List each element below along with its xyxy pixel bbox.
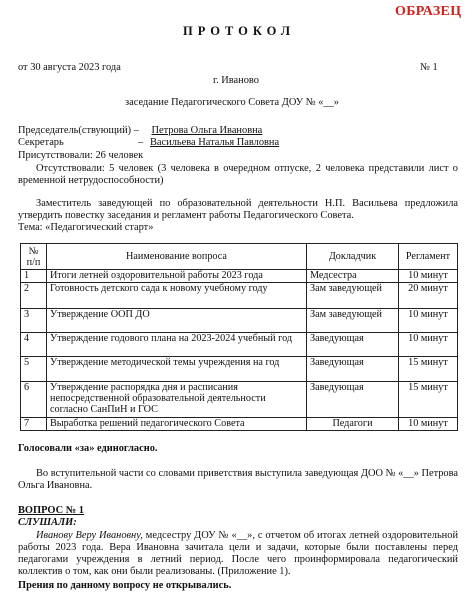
debate-note: Прения по данному вопросу не открывались.	[18, 580, 232, 591]
speaker-name: Иванову Веру Ивановну,	[36, 530, 143, 541]
chair-name: Петрова Ольга Ивановна	[151, 125, 263, 136]
secretary-dash: –	[138, 137, 144, 148]
header-reg: Регламент	[399, 244, 458, 270]
deputy-proposal: Заместитель заведующей по образовательной деятельности Н.П. Васильева предложила утвердить повестку заседания и регламент работы Педагогического Совета.	[18, 198, 458, 221]
heard-heading: СЛУШАЛИ:	[18, 517, 77, 528]
header-name: Наименование вопроса	[47, 244, 307, 270]
row-time: 15 минут	[399, 357, 458, 382]
table-row	[21, 382, 458, 418]
row-num: 5	[21, 357, 47, 382]
secretary-name: Васильева Наталья Павловна	[150, 137, 280, 148]
row-num: 4	[21, 333, 47, 357]
row-speaker: Заведующая	[307, 382, 399, 418]
header-num: № п/п	[21, 244, 47, 270]
agenda-table	[20, 243, 458, 431]
row-num: 7	[21, 418, 47, 431]
sample-stamp: ОБРАЗЕЦ	[395, 4, 462, 19]
row-time: 20 минут	[399, 283, 458, 309]
meeting-theme: Тема: «Педагогический старт»	[18, 222, 154, 233]
row-time: 10 минут	[399, 270, 458, 283]
row-question: Утверждение ООП ДО	[47, 309, 307, 333]
row-speaker: Педагоги	[307, 418, 399, 431]
table-row	[21, 309, 458, 333]
row-speaker: Заведующая	[307, 333, 399, 357]
row-time: 10 минут	[399, 333, 458, 357]
table-header-row	[21, 244, 458, 270]
protocol-date: от 30 августа 2023 года	[18, 62, 121, 73]
table-row	[21, 418, 458, 431]
row-question: Итоги летней оздоровительной работы 2023 года	[47, 270, 307, 283]
table-row	[21, 283, 458, 309]
chair-line	[18, 125, 276, 137]
present-count: Присутствовали: 26 человек	[18, 150, 144, 161]
row-speaker: Зам заведующей	[307, 283, 399, 309]
report-text: медсестру ДОУ № «__», с отчетом об итогах летней оздоровительной работы 2023 года. Вера Ивановна зачитала цели и задачи, которые были поставлены перед педагогами учреждения в летний период. После чего проинформировала педагогический коллектив о том, как они были реализованы. (Приложение 1).	[18, 530, 458, 577]
heard-paragraph	[18, 530, 458, 578]
row-question: Выработка решений педагогического Совета	[47, 418, 307, 431]
row-speaker: Заведующая	[307, 357, 399, 382]
row-question: Утверждение методической темы учреждения на год	[47, 357, 307, 382]
row-question: Утверждение годового плана на 2023-2024 учебный год	[47, 333, 307, 357]
protocol-number: № 1	[420, 62, 438, 73]
row-speaker: Медсестра	[307, 270, 399, 283]
row-num: 6	[21, 382, 47, 418]
row-question: Готовность детского сада к новому учебному году	[47, 283, 307, 309]
table-row	[21, 357, 458, 382]
row-num: 1	[21, 270, 47, 283]
row-speaker: Зам заведующей	[307, 309, 399, 333]
secretary-label: Секретарь	[18, 137, 64, 148]
row-num: 3	[21, 309, 47, 333]
city: г. Иваново	[213, 75, 259, 86]
question-heading: ВОПРОС № 1	[18, 505, 84, 516]
row-num: 2	[21, 283, 47, 309]
vote-result: Голосовали «за» единогласно.	[18, 443, 158, 454]
absent-note: Отсутствовали: 5 человек (3 человека в очередном отпуске, 2 человека представили лист о временной нетрудоспособности)	[18, 163, 458, 186]
meeting-name: заседание Педагогического Совета ДОУ № «__»	[125, 97, 339, 108]
secretary-line	[18, 137, 280, 149]
header-speaker: Докладчик	[307, 244, 399, 270]
row-question: Утверждение распорядка дня и расписания непосредственной образовательной деятельности согласно СанПиН и ГОС	[47, 382, 307, 418]
row-time: 10 минут	[399, 309, 458, 333]
intro-paragraph: Во вступительной части со словами приветствия выступила заведующая ДОО № «__» Петрова Ольга Ивановна.	[18, 468, 459, 491]
table-row	[21, 270, 458, 283]
document-title: ПРОТОКОЛ	[183, 24, 296, 38]
chair-label: Председатель(ствующий) –	[18, 125, 139, 136]
row-time: 10 минут	[399, 418, 458, 431]
table-row	[21, 333, 458, 357]
row-time: 15 минут	[399, 382, 458, 418]
